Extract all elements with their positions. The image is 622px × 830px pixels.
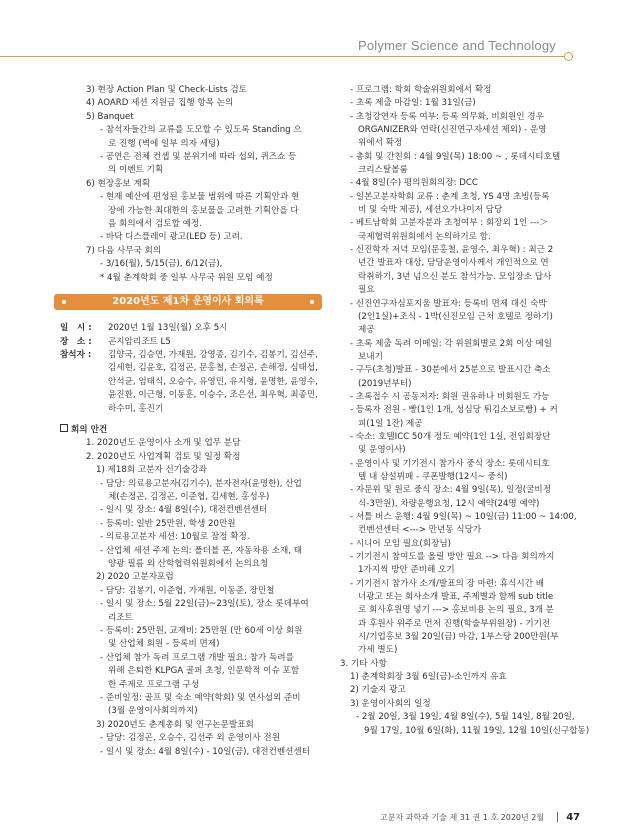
text-line: 3. 기타 사항 [340, 658, 387, 669]
journal-header-title: Polymer Science and Technology [358, 38, 556, 53]
banner-title: 2020년도 제1차 운영이사 회의록 [112, 296, 264, 308]
text-line: 위에서 확정 [358, 138, 403, 149]
info-value [108, 336, 318, 349]
text-line: 컨벤션센터 <---> 만년동 식당가 [358, 525, 482, 536]
text-line: - 신진연구자심포지움 발표자: 등록비 면제 대신 숙박 [350, 298, 547, 309]
text-line: - 4월 8일(수) 평의원회의장: DCC [350, 178, 478, 189]
text-line: 1가지씩 방안 준비해 오기 [358, 565, 455, 576]
text-line: - 초록 제출 마감일: 1월 31일(금) [350, 98, 476, 109]
text-line: - 기기전시 참가사 소개/발표의 장 마련: 휴식시간 배 [350, 578, 545, 589]
text-line: 3) 현장 Action Plan 및 Check-Lists 검토 [86, 85, 247, 95]
text-line: 및 산업체 회원 - 등록비 면제) [108, 639, 220, 650]
text-line: - 등록비: 25만원, 교재비: 25만원 (만 60세 이상 회원 [100, 626, 303, 637]
info-row [60, 336, 318, 349]
info-row [60, 322, 318, 335]
info-value-line: 곤지암리조트 L5 [108, 336, 171, 347]
text-line: - 기기전시 참여도를 올릴 방안 필요 --> 다음 회의까지 [350, 552, 555, 563]
text-line: - 참석자들간의 교류를 도모할 수 있도록 Standing 으 [100, 125, 302, 136]
text-line: 제공 [358, 325, 375, 336]
text-line: (2인1실)+조식 - 1박(신진모임 근처 호텔로 정하기) [358, 311, 553, 322]
left-column [60, 84, 318, 759]
text-line: 및 운영이사) [358, 445, 406, 456]
text-line: - 일본고분자학회 교류 : 춘계 초청, YS 4명 초빙(등록 [350, 191, 550, 202]
info-key: 일 시 : [60, 323, 92, 334]
info-value-line: 2020년 1월 13일(월) 오후 5시 [108, 323, 228, 334]
page-footer [380, 812, 580, 823]
text-line: - 숙소: 호텔ICC 50개 정도 예약(1인 1실, 전임회장단 [350, 431, 551, 442]
text-line: ORGANIZER와 연락(신진연구자세션 제외) - 운영 [358, 125, 547, 136]
info-value [108, 349, 318, 416]
info-value-line: 김세현, 김윤호, 김정곤, 문홍철, 손정곤, 손해정, 심태섭, [108, 363, 318, 374]
text-line: 2) 2020 고분자포럼 [96, 572, 174, 583]
text-line: - 등록자 전원 - 빵(1인 1개, 성심당 튀김소보로빵) + 커 [350, 405, 558, 416]
info-key: 참석자 : [60, 349, 92, 360]
text-line: 리조트 [108, 612, 133, 623]
banner-dot-icon [62, 300, 66, 304]
agenda-heading [60, 424, 318, 437]
text-line: - 초청강연자 등록 여부: 등록 의무화, 비회원인 경우 [350, 111, 544, 122]
text-line: 7) 다음 사무국 회의 [86, 245, 162, 256]
info-key: 장 소 : [60, 336, 92, 347]
text-line: - 담당: 김봉기, 이준협, 가재원, 이동준, 장민철 [100, 585, 275, 596]
text-line: (3월 운영이사회의까지) [108, 706, 198, 717]
text-line: 로 진행 (벽에 일부 의자 세팅) [108, 138, 220, 149]
text-line: - 바닥 디스플레이 광고(LED 등) 고려. [100, 232, 243, 243]
text-line: - 시니어 모임 필요(회장님) [350, 538, 452, 549]
text-line: 보내기 [358, 351, 383, 362]
text-line: 너광고 또는 회사소개 발표, 주제별과 함께 sub title [358, 592, 554, 603]
text-line: 텔 내 삼설뷔페 - 쿠폰발행(12시~ 중식) [358, 471, 508, 482]
text-line: 9월 17일, 10월 6일(화), 11월 19일, 12월 10일(신구합동) [364, 725, 590, 736]
text-line: - 운영이사 및 기기전시 참가사 중식 장소: 롯데시티호 [350, 458, 550, 469]
text-line: 위해 은퇴한 KLPGA 골퍼 초청, 인문학적 이슈 포함 [108, 666, 300, 677]
text-line: - 현재 예산에 편성된 홍보물 범위에 따른 기획안과 현 [100, 192, 300, 203]
text-line: 3) 2020년도 춘계총회 및 연구논문발표회 [96, 719, 254, 730]
text-line: 과 후원사 위주로 먼저 진행(학술부위원장) - 기기전 [358, 618, 551, 629]
text-line: - 준비일정: 골프 및 숙소 예약(학회) 및 연사섭외 준비 [100, 693, 301, 704]
text-line: 필요 [358, 285, 375, 296]
text-line: - 일시 및 장소: 5월 22일(금)~23일(토), 장소 롯데부여 [100, 599, 309, 610]
text-line: - 산업체 세션 주제 논의: 폴더블 폰, 자동차용 소재, 태 [100, 545, 303, 556]
text-line: - 의료용고분자 세션: 10월로 잠정 확정. [100, 532, 250, 543]
footer-journal: 고분자 과학과 기술 [380, 813, 447, 822]
footer-divider [557, 812, 558, 822]
text-line: 음 회의에서 검토할 예정. [108, 219, 202, 230]
meeting-info [60, 322, 318, 416]
text-line: - 베트남학회 고분자분과 초청여부 : 회장외 1인 ---＞ [350, 218, 548, 229]
text-line: - 산업체 참가 독려 프로그램 개발 필요: 참가 독려를 [100, 652, 294, 663]
text-line: 1. 2020년도 운영이사 소개 및 업무 분담 [86, 438, 241, 449]
page-number: 47 [566, 812, 581, 823]
text-line: - 2월 20일, 3월 19일, 4월 8일(수), 5월 14일, 8월 20일, [356, 712, 575, 723]
text-line: 식-3만원), 차량운행요청, 12시 예약(24명 예약) [358, 498, 540, 509]
header-rule [0, 56, 565, 57]
text-line: 1) 제18회 고분자 신기술강좌 [96, 465, 207, 476]
text-line: - 신진학자 저녁 모임(문홍철, 윤영수, 최우혁) : 최근 2 [350, 245, 554, 256]
text-line: - 3/16(월), 5/15(금), 6/12(금), [100, 259, 223, 270]
info-value-line: 안석균, 엄태식, 오승수, 유영민, 유지형, 윤명한, 윤영수, [108, 376, 318, 387]
text-line: (2019년부터) [358, 378, 412, 389]
text-line: - 구두(초청)발표 - 30분에서 25분으로 발표시간 축소 [350, 365, 551, 376]
text-line: 로 회사후원명 넣기 ---> 홍보비용 논의 필요, 3개 분 [358, 605, 554, 616]
text-line: 2. 2020년도 사업계획 검토 및 일정 확정 [86, 451, 241, 462]
text-line: - 일시 및 장소: 4월 8일(수), 대전컨벤션센터 [100, 505, 268, 516]
text-line: 3) 운영이사회의 일정 [350, 698, 431, 709]
agenda-list [60, 437, 318, 759]
text-line: 비 및 숙박 제공), 세션오가나이저 담당 [358, 205, 503, 216]
text-line: 양광 필름 외 산학협력위원회에서 논의요청 [108, 559, 269, 569]
minutes-title-banner [54, 294, 322, 310]
footer-issue: 제 31 권 1 호 2020년 2월 [449, 813, 545, 822]
text-line: 국제협력위원회에서 논의하기로 함. [358, 231, 491, 242]
right-column [340, 84, 602, 738]
square-bullet-icon [60, 424, 68, 432]
text-line: 1) 춘계학회장 3월 6일(금)-소인까지 유효 [350, 672, 507, 683]
text-line: 크리스탈볼룸 [358, 165, 408, 176]
text-line: 년간 발표자 대상, 담당운영이사께서 개인적으로 연 [358, 258, 549, 269]
info-value-line: 하수미, 홍진기 [108, 403, 164, 414]
text-line: - 담당: 김정곤, 오승수, 김선주 외 운영이사 전원 [100, 733, 281, 744]
info-value [108, 322, 318, 335]
text-line: - 공연은 전체 컨셉 및 분위기에 따라 섭외, 퀴즈쇼 등 [100, 152, 297, 163]
text-line: 가세 별도) [358, 645, 398, 656]
text-line: - 셔틀 버스 운행: 4월 9일(목) ~ 10일(금) 11:00 ~ 14:00, [350, 512, 577, 522]
text-line: 장에 가능한 최대한의 홍보물을 고려한 기획안을 다 [108, 205, 299, 216]
info-value-line: 윤진환, 이근형, 이동훈, 이승수, 조은선, 최우혁, 최종민, [108, 390, 318, 401]
text-line: 2) 기술지 광고 [350, 685, 406, 696]
text-line: - 일시 및 장소: 4월 8일(수) - 10일(금), 대전컨벤션센터 [100, 746, 311, 757]
text-line: 한 주제로 프로그램 구성 [108, 679, 200, 690]
text-line: * 4월 춘계학회 중 일부 사무국 위원 모임 예정 [100, 272, 273, 283]
header-circle-ornament [564, 52, 573, 61]
left-top-list [60, 84, 318, 285]
text-line: 의 이벤트 기획 [108, 165, 164, 176]
text-line: 시/기업홍보 3월 20일(금) 마감, 1부스당 200만원(부 [358, 632, 559, 643]
text-line: 체(손정곤, 김정곤, 이준협, 김세현, 홍성우) [108, 491, 270, 502]
text-line: - 프로그램: 학회 학술위원회에서 확정 [350, 85, 492, 95]
text-line: 4) AOARD 세션 지원금 집행 항목 논의 [86, 98, 234, 109]
banner-dot-icon [310, 300, 314, 304]
info-value-line: 김양국, 김승연, 가재원, 강영종, 김기수, 김봉기, 김선주, [108, 349, 318, 360]
text-line: 6) 현장홍보 계획 [86, 178, 151, 189]
text-line: - 등록비: 일반 25만원, 학생 20만원 [100, 518, 236, 529]
agenda-heading-text: 회의 안건 [71, 424, 108, 435]
text-line: - 총회 및 간친회 : 4월 9일(목) 18:00 ~ , 롯데시티호텔 [350, 151, 561, 162]
text-line: - 초록접수 시 공동저자: 회원 권유하나 비회원도 가능 [350, 391, 550, 402]
text-line: - 자문위 및 원로 중식 장소: 4월 9일(목), 일정(굴비정 [350, 485, 552, 496]
text-line: 피(1일 1잔) 제공 [358, 418, 423, 429]
text-line: - 초록 제출 독려 이메일: 각 위원회별로 2회 이상 메일 [350, 338, 553, 349]
text-line: 락취하기, 3년 넘으신 분도 참석가능. 모임장소 답사 [358, 271, 552, 282]
text-line: 5) Banquet [86, 111, 134, 122]
text-line: - 담당: 의료용고분자(김기수), 분자전자(윤명한), 산업 [100, 478, 302, 489]
info-row [60, 349, 318, 416]
